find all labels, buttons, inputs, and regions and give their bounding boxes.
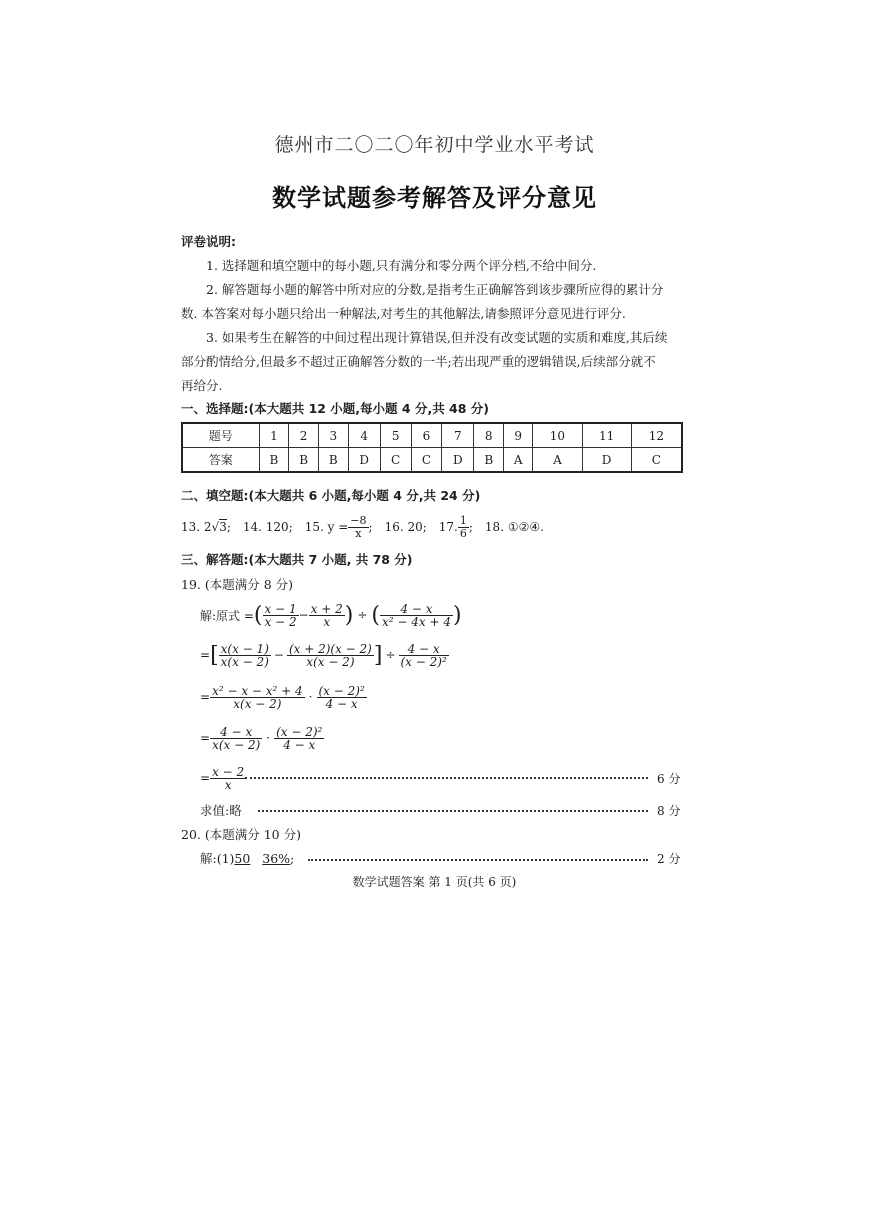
multiple-choice-answer-table bbox=[181, 422, 683, 473]
instruction-item-3-line-3: 再给分. bbox=[181, 378, 223, 393]
answer-15: 15. y = $\frac{-8}{x}$ ; bbox=[304, 513, 373, 540]
table-cell: C bbox=[631, 448, 682, 473]
q19-score-6: 6 分 bbox=[657, 772, 681, 786]
q19-step-1: 解:原式 = ( $\frac{x - 1}{x - 2}$ − $\frac{x + 2}{x}$ ) ÷ ( $\frac{4 - x}{\text{x² − 4x + 4}}$ ) bbox=[200, 601, 462, 629]
table-cell-label: 题号 bbox=[182, 423, 259, 448]
table-cell: 6 bbox=[411, 423, 442, 448]
table-cell: 1 bbox=[259, 423, 289, 448]
section-1-heading: 一、选择题:(本大题共 12 小题,每小题 4 分,共 48 分) bbox=[181, 401, 490, 416]
table-cell: 7 bbox=[442, 423, 474, 448]
table-cell: C bbox=[380, 448, 411, 473]
section-2-heading: 二、填空题:(本大题共 6 小题,每小题 4 分,共 24 分) bbox=[181, 488, 481, 503]
table-cell: 11 bbox=[582, 423, 631, 448]
score-leader-dots bbox=[245, 777, 648, 779]
table-row-question-numbers bbox=[182, 423, 682, 448]
instructions-heading: 评卷说明: bbox=[181, 234, 236, 249]
question-20-title: 20. (本题满分 10 分) bbox=[181, 827, 301, 842]
table-cell: 9 bbox=[504, 423, 533, 448]
table-row-answers bbox=[182, 448, 682, 473]
question-19-title: 19. (本题满分 8 分) bbox=[181, 577, 294, 592]
instruction-item-3-line-2: 部分酌情给分,但最多不超过正确解答分数的一半;若出现严重的逻辑错误,后续部分就不 bbox=[181, 354, 656, 369]
table-cell: C bbox=[411, 448, 442, 473]
table-cell: 2 bbox=[289, 423, 319, 448]
table-cell: A bbox=[504, 448, 533, 473]
table-cell: 10 bbox=[533, 423, 582, 448]
q20-score-2: 2 分 bbox=[657, 852, 681, 866]
q19-step-4: = $\frac{4 - x}{x(x - 2)}$ · $\frac{\text{(x − 2)²}}{4 - x}$ bbox=[200, 724, 323, 752]
score-leader-dots bbox=[258, 810, 648, 812]
table-cell: 4 bbox=[348, 423, 380, 448]
fill-in-answers bbox=[181, 511, 544, 543]
instruction-item-1: 1. 选择题和填空题中的每小题,只有满分和零分两个评分档,不给中间分. bbox=[206, 258, 597, 273]
document-title: 数学试题参考解答及评分意见 bbox=[272, 184, 597, 212]
answer-16: 16. 20; bbox=[384, 520, 427, 534]
q19-step-5: = $\frac{x - 2}{x}$ bbox=[200, 764, 245, 792]
table-cell: D bbox=[348, 448, 380, 473]
q19-step-2: = [ $\frac{x(x - 1)}{x(x - 2)}$ − $\frac{(x + 2)(x - 2)}{x(x - 2)}$ ] ÷ $\frac{4 - x}{\text{(x − 2)²}}$ bbox=[200, 641, 447, 669]
table-cell: B bbox=[289, 448, 319, 473]
table-cell: 8 bbox=[474, 423, 504, 448]
q20-part-1: 解:(1)50 36%; bbox=[200, 851, 295, 866]
table-cell: A bbox=[533, 448, 582, 473]
table-cell: 5 bbox=[380, 423, 411, 448]
instruction-item-2-line-2: 数. 本答案对每小题只给出一种解法,对考生的其他解法,请参照评分意见进行评分. bbox=[181, 306, 626, 321]
table-cell: D bbox=[442, 448, 474, 473]
instruction-item-3-line-1: 3. 如果考生在解答的中间过程出现计算错误,但并没有改变试题的实质和难度,其后续 bbox=[206, 330, 668, 345]
answer-13: 13. 2√3; bbox=[181, 520, 231, 534]
q19-step-3: = $\frac{\text{x² − x − x² + 4}}{x(x - 2)}$ · $\frac{\text{(x − 2)²}}{4 - x}$ bbox=[200, 683, 365, 711]
table-cell: B bbox=[259, 448, 289, 473]
answer-18: 18. ①②④. bbox=[484, 520, 544, 534]
table-cell: B bbox=[474, 448, 504, 473]
score-leader-dots bbox=[308, 859, 648, 861]
instruction-item-2-line-1: 2. 解答题每小题的解答中所对应的分数,是指考生正确解答到该步骤所应得的累计分 bbox=[206, 282, 664, 297]
table-cell: 3 bbox=[318, 423, 348, 448]
exam-subtitle: 德州市二〇二〇年初中学业水平考试 bbox=[274, 134, 595, 156]
q19-evaluation: 求值:略 bbox=[200, 803, 242, 818]
answer-17: 17. $\frac{1}{6}$ ; bbox=[438, 513, 473, 540]
answer-14: 14. 120; bbox=[242, 520, 293, 534]
q19-score-8: 8 分 bbox=[657, 804, 681, 818]
table-cell-label: 答案 bbox=[182, 448, 259, 473]
table-cell: 12 bbox=[631, 423, 682, 448]
table-cell: B bbox=[318, 448, 348, 473]
page-footer: 数学试题答案 第 1 页(共 6 页) bbox=[352, 875, 517, 889]
table-cell: D bbox=[582, 448, 631, 473]
section-3-heading: 三、解答题:(本大题共 7 小题, 共 78 分) bbox=[181, 552, 413, 567]
